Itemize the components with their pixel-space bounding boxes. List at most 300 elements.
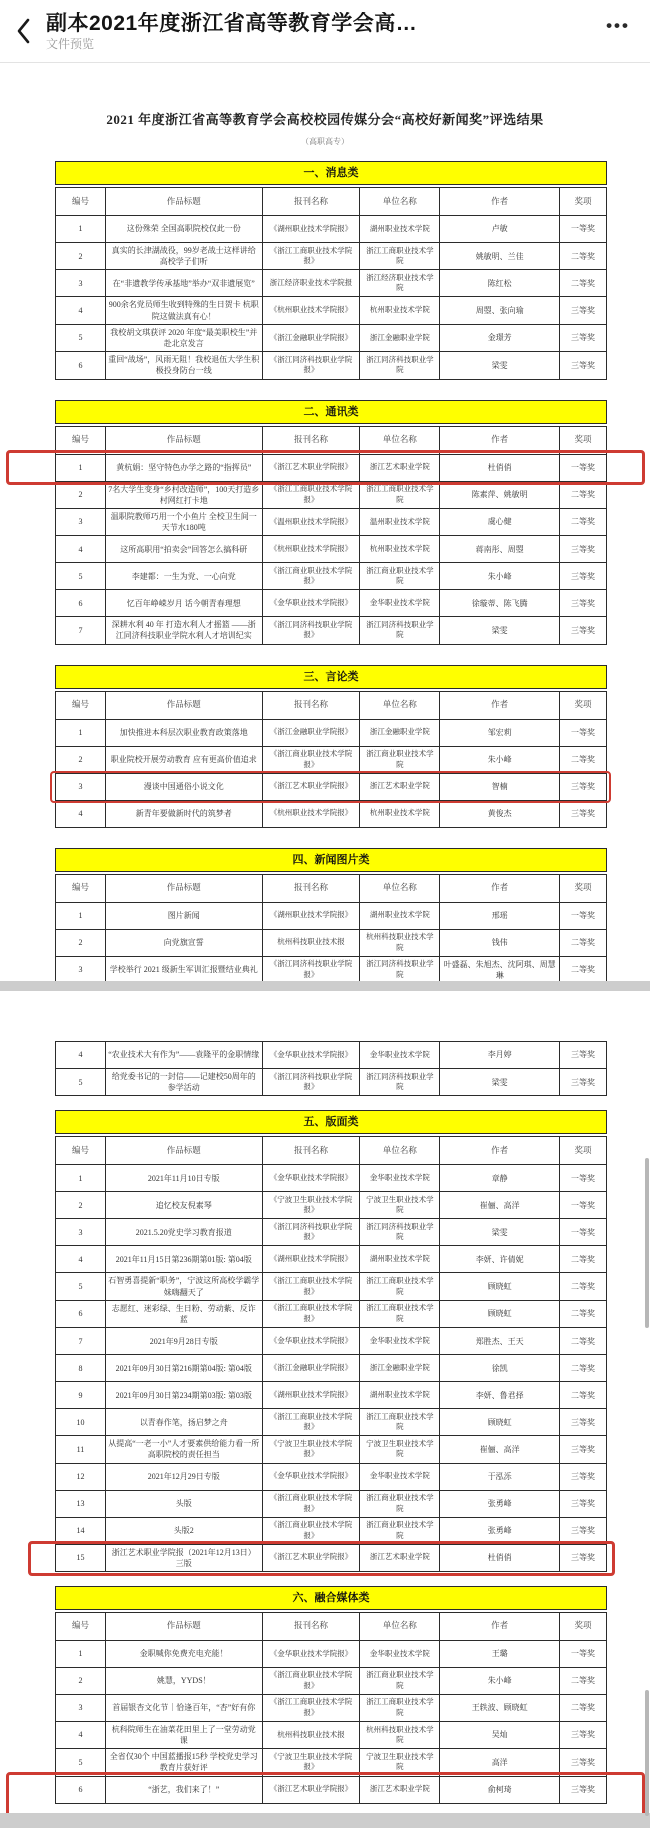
table-row <box>55 1668 607 1695</box>
table-header-row <box>55 427 607 455</box>
table-row <box>55 903 607 930</box>
table-cell: 黄杭娟：坚守特色办学之路的“指挥员” <box>106 455 263 481</box>
table-cell: 2021年11月15日第236期第01版: 第04版 <box>106 1246 263 1272</box>
table-cell: 4 <box>56 1246 106 1272</box>
column-header-cell: 单位名称 <box>360 692 440 719</box>
column-header-cell: 编号 <box>56 875 106 902</box>
table-cell: 加快推进本科层次职业教育政策落地 <box>106 720 263 746</box>
table-cell: 浙江艺术职业学院 <box>360 455 440 481</box>
section-heading: 五、版面类 <box>55 1110 607 1134</box>
column-header-cell: 作者 <box>440 875 560 902</box>
table-cell: 一等奖 <box>560 720 607 746</box>
column-header-cell: 报刊名称 <box>263 188 361 215</box>
table-row <box>55 617 607 644</box>
table-row <box>55 1382 607 1409</box>
table-cell: 浙江金融职业学院 <box>360 1355 440 1381</box>
table-cell: 漫谈中国通俗小说文化 <box>106 774 263 800</box>
table-cell: 2021.5.20党史学习教育报道 <box>106 1219 263 1245</box>
table-row <box>55 930 607 957</box>
table-cell: 2 <box>56 930 106 956</box>
table-cell: 邢瑶 <box>440 903 560 929</box>
column-header-cell: 作品标题 <box>106 875 263 902</box>
table-row <box>55 1545 607 1572</box>
table-cell: 二等奖 <box>560 930 607 956</box>
table-row <box>55 1409 607 1436</box>
table-cell: 《浙江金融职业学院报》 <box>263 1355 361 1381</box>
table-header-row <box>55 188 607 216</box>
table-cell: 二等奖 <box>560 243 607 269</box>
table-row <box>55 1464 607 1491</box>
table-cell: 深耕水利 40 年 打造水利人才摇篮 ——浙江同济科技职业学院水利人才培训纪实 <box>106 617 263 643</box>
table-cell: 浙江同济科技职业学院 <box>360 1069 440 1095</box>
table-cell: 13 <box>56 1491 106 1517</box>
table-cell: 三等奖 <box>560 1436 607 1462</box>
table-cell: 周曌、张向瑜 <box>440 297 560 323</box>
table-cell: 姚慧，YYDS！ <box>106 1668 263 1694</box>
table-cell: 浙江艺术职业学院 <box>360 774 440 800</box>
table-cell: 首届银杏文化节｜恰逢百年，“杏”好有你 <box>106 1695 263 1721</box>
table-cell: 金华职业技术学院 <box>360 1641 440 1667</box>
table-cell: 杭州科技职业技术学院 <box>360 1722 440 1748</box>
award-table <box>55 426 607 645</box>
table-cell: 三等奖 <box>560 617 607 643</box>
table-cell: 这所高职用“拍卖会”回答怎么搞科研 <box>106 536 263 562</box>
table-cell: 金璟芳 <box>440 325 560 351</box>
table-cell: 7名大学生变身“乡村改造师”，100天打造乡村网红打卡地 <box>106 482 263 508</box>
table-cell: 三等奖 <box>560 590 607 616</box>
table-cell: 《金华职业技术学院报》 <box>263 1464 361 1490</box>
table-cell: 二等奖 <box>560 957 607 981</box>
column-header-cell: 奖项 <box>560 1137 607 1164</box>
table-row <box>55 455 607 482</box>
table-cell: 《浙江同济科技职业学院报》 <box>263 957 361 981</box>
table-cell: 1 <box>56 455 106 481</box>
page-2-tables <box>0 1041 650 1804</box>
table-cell: 于泓泺 <box>440 1464 560 1490</box>
table-cell: 梁雯 <box>440 1219 560 1245</box>
table-cell: 浙江商业职业技术学院 <box>360 563 440 589</box>
table-cell: 温州职业技术学院 <box>360 509 440 535</box>
table-cell: 浙江工商职业技术学院 <box>360 1273 440 1299</box>
table-cell: 顾晓虹 <box>440 1273 560 1299</box>
table-row <box>55 1355 607 1382</box>
table-cell: 9 <box>56 1382 106 1408</box>
table-cell: 志愿红、迷彩绿、生日粉、劳动紫、反诈蓝 <box>106 1301 263 1327</box>
table-cell: 1 <box>56 1165 106 1191</box>
table-cell: 《湖州职业技术学院报》 <box>263 216 361 242</box>
table-cell: 《浙江艺术职业学院报》 <box>263 1545 361 1571</box>
table-cell: 杭州科技职业技术报 <box>263 1722 361 1748</box>
table-cell: 姚敏明、兰佳 <box>440 243 560 269</box>
table-cell: 《金华职业技术学院报》 <box>263 1042 361 1068</box>
table-row <box>55 590 607 617</box>
column-header-cell: 单位名称 <box>360 1613 440 1640</box>
column-header-cell: 作品标题 <box>106 1613 263 1640</box>
table-cell: 5 <box>56 563 106 589</box>
table-cell: 三等奖 <box>560 1749 607 1775</box>
award-table <box>55 1136 607 1572</box>
table-cell: 浙江艺术职业学院 <box>360 1777 440 1803</box>
app-bar <box>0 0 650 63</box>
document-title: 2021 年度浙江省高等教育学会高校校园传媒分会“高校好新闻奖”评选结果 <box>106 112 544 127</box>
table-cell: 浙江同济科技职业学院 <box>360 617 440 643</box>
table-cell: 11 <box>56 1436 106 1462</box>
award-table-section <box>55 161 607 380</box>
table-cell: 7 <box>56 617 106 643</box>
table-cell: 《浙江商业职业技术学院报》 <box>263 1668 361 1694</box>
table-cell: 陈素萍、姚敏明 <box>440 482 560 508</box>
scrollbar-thumb[interactable] <box>645 1690 649 1816</box>
table-cell: 浙江商业职业技术学院 <box>360 747 440 773</box>
table-cell: 三等奖 <box>560 774 607 800</box>
table-header-row <box>55 1613 607 1641</box>
table-cell: 2021年09月30日第216期第04版: 第04版 <box>106 1355 263 1381</box>
table-cell: 浙江工商职业技术学院 <box>360 1301 440 1327</box>
column-header-cell: 作者 <box>440 1137 560 1164</box>
table-cell: 王轶波、顾晓虹 <box>440 1695 560 1721</box>
table-cell: 《金华职业技术学院报》 <box>263 590 361 616</box>
table-cell: 三等奖 <box>560 1069 607 1095</box>
column-header-cell: 编号 <box>56 1613 106 1640</box>
table-cell: 1 <box>56 1641 106 1667</box>
column-header-cell: 单位名称 <box>360 1137 440 1164</box>
table-cell: 3 <box>56 774 106 800</box>
table-cell: 一等奖 <box>560 1641 607 1667</box>
table-cell: 二等奖 <box>560 482 607 508</box>
table-cell: 《浙江工商职业技术学院报》 <box>263 1695 361 1721</box>
table-cell: 2 <box>56 243 106 269</box>
table-cell: 4 <box>56 536 106 562</box>
table-cell: 李妍、鲁君择 <box>440 1382 560 1408</box>
table-cell: 三等奖 <box>560 325 607 351</box>
table-row <box>55 1069 607 1096</box>
table-cell: 张勇峰 <box>440 1518 560 1544</box>
table-cell: 《浙江工商职业技术学院报》 <box>263 1301 361 1327</box>
table-row <box>55 536 607 563</box>
table-cell: 王璐 <box>440 1641 560 1667</box>
table-cell: 二等奖 <box>560 1273 607 1299</box>
table-cell: 学校举行 2021 级新生军训汇报暨结业典礼 <box>106 957 263 981</box>
table-header-row <box>55 1137 607 1165</box>
table-cell: 《浙江工商职业技术学院报》 <box>263 482 361 508</box>
table-cell: 忆百年峥嵘岁月 话今朝青春理想 <box>106 590 263 616</box>
table-cell: 金华职业技术学院 <box>360 1328 440 1354</box>
table-cell: 一等奖 <box>560 1192 607 1218</box>
table-cell: 6 <box>56 1301 106 1327</box>
column-header-cell: 单位名称 <box>360 875 440 902</box>
table-cell: 重回“战场”，风雨无阻！我校退伍大学生积极投身防台一线 <box>106 352 263 378</box>
table-cell: 《湖州职业技术学院报》 <box>263 903 361 929</box>
table-row <box>55 1722 607 1749</box>
award-table <box>55 874 607 981</box>
table-cell: 三等奖 <box>560 1464 607 1490</box>
column-header-cell: 作者 <box>440 1613 560 1640</box>
table-cell: 高洋 <box>440 1749 560 1775</box>
table-cell: 2 <box>56 482 106 508</box>
column-header-cell: 奖项 <box>560 188 607 215</box>
table-cell: 一等奖 <box>560 1219 607 1245</box>
table-row <box>55 352 607 379</box>
table-cell: 吴灿 <box>440 1722 560 1748</box>
table-cell: 全省仅30个 中国蓝播报15秒 学校党史学习教育片获好评 <box>106 1749 263 1775</box>
table-cell: 三等奖 <box>560 1722 607 1748</box>
table-cell: 杭州科技职业技术报 <box>263 930 361 956</box>
table-cell: 三等奖 <box>560 352 607 378</box>
award-table-section <box>55 848 607 981</box>
table-cell: 5 <box>56 1273 106 1299</box>
table-cell: 2021年9月28日专版 <box>106 1328 263 1354</box>
table-cell: 二等奖 <box>560 747 607 773</box>
column-header-cell: 报刊名称 <box>263 1613 361 1640</box>
table-cell: 14 <box>56 1518 106 1544</box>
column-header-cell: 作者 <box>440 692 560 719</box>
table-cell: 三等奖 <box>560 1545 607 1571</box>
document-subtitle: （高职高专） <box>301 137 349 146</box>
award-table-section <box>55 400 607 645</box>
table-cell: 《浙江同济科技职业学院报》 <box>263 1219 361 1245</box>
table-cell: 《浙江工商职业技术学院报》 <box>263 243 361 269</box>
table-cell: 蒋南彤、周曌 <box>440 536 560 562</box>
table-cell: 崔俪、高洋 <box>440 1436 560 1462</box>
app-subtitle: 文件预览 <box>46 37 95 51</box>
table-cell: 3 <box>56 270 106 296</box>
table-cell: 杜俏俏 <box>440 1545 560 1571</box>
more-menu-button[interactable] <box>586 0 650 62</box>
table-cell: 浙江商业职业技术学院 <box>360 1491 440 1517</box>
table-cell: 杭科院师生在油菜花田里上了一堂劳动党课 <box>106 1722 263 1748</box>
column-header-cell: 报刊名称 <box>263 1137 361 1164</box>
table-cell: 朱小峰 <box>440 747 560 773</box>
section-heading: 三、言论类 <box>55 665 607 689</box>
table-cell: 浙江经济职业技术学院报 <box>263 270 361 296</box>
table-cell: 金华职业技术学院 <box>360 1464 440 1490</box>
table-cell: 3 <box>56 1219 106 1245</box>
table-cell: 我校胡文琪获评 2020 年度“最美职校生”并赴北京发言 <box>106 325 263 351</box>
column-header-cell: 编号 <box>56 427 106 454</box>
back-button[interactable] <box>0 0 46 62</box>
table-cell: 二等奖 <box>560 1328 607 1354</box>
section-heading: 一、消息类 <box>55 161 607 185</box>
table-cell: 二等奖 <box>560 1382 607 1408</box>
table-cell: 杭州职业技术学院 <box>360 536 440 562</box>
award-table <box>55 691 607 828</box>
table-cell: 一等奖 <box>560 903 607 929</box>
table-cell: 《浙江工商职业技术学院报》 <box>263 1273 361 1299</box>
column-header-cell: 编号 <box>56 692 106 719</box>
table-cell: 浙江工商职业技术学院 <box>360 482 440 508</box>
scrollbar-thumb[interactable] <box>645 1158 649 1328</box>
table-cell: 一等奖 <box>560 216 607 242</box>
table-cell: 陈红松 <box>440 270 560 296</box>
table-row <box>55 270 607 297</box>
column-header-cell: 奖项 <box>560 692 607 719</box>
table-cell: 金华职业技术学院 <box>360 1042 440 1068</box>
table-cell: 邹宏莉 <box>440 720 560 746</box>
column-header-cell: 奖项 <box>560 875 607 902</box>
table-cell: 2 <box>56 1192 106 1218</box>
table-cell: 三等奖 <box>560 1518 607 1544</box>
table-row <box>55 509 607 536</box>
table-cell: 12 <box>56 1464 106 1490</box>
section-heading: 六、融合媒体类 <box>55 1586 607 1610</box>
table-cell: 顾晓虹 <box>440 1409 560 1435</box>
column-header-cell: 作者 <box>440 427 560 454</box>
table-cell: 4 <box>56 1722 106 1748</box>
table-cell: 追忆校友倪素琴 <box>106 1192 263 1218</box>
table-cell: 7 <box>56 1328 106 1354</box>
table-cell: 《宁波卫生职业技术学院报》 <box>263 1749 361 1775</box>
table-cell: 《浙江艺术职业学院报》 <box>263 774 361 800</box>
table-cell: 《湖州职业技术学院报》 <box>263 1246 361 1272</box>
table-header-row <box>55 692 607 720</box>
table-cell: 6 <box>56 1777 106 1803</box>
table-row <box>55 801 607 828</box>
table-cell: 章静 <box>440 1165 560 1191</box>
table-row <box>55 720 607 747</box>
table-cell: 宁波卫生职业技术学院 <box>360 1436 440 1462</box>
table-cell: 俞柯琦 <box>440 1777 560 1803</box>
column-header-cell: 奖项 <box>560 427 607 454</box>
table-cell: 朱小峰 <box>440 1668 560 1694</box>
table-cell: 《温州职业技术学院报》 <box>263 509 361 535</box>
table-cell: 3 <box>56 509 106 535</box>
table-cell: 李妍、许倩妮 <box>440 1246 560 1272</box>
table-cell: 浙江商业职业技术学院 <box>360 1668 440 1694</box>
document-viewport[interactable] <box>0 63 650 1828</box>
table-cell: 郑胜杰、王天 <box>440 1328 560 1354</box>
table-cell: “浙艺，我们来了！” <box>106 1777 263 1803</box>
table-cell: 《浙江商业职业技术学院报》 <box>263 747 361 773</box>
column-header-cell: 报刊名称 <box>263 692 361 719</box>
table-cell: 黄俊杰 <box>440 801 560 827</box>
table-cell: 《浙江艺术职业学院报》 <box>263 455 361 481</box>
table-cell: 浙江同济科技职业学院 <box>360 1219 440 1245</box>
table-cell: 以青春作笔，扬启梦之舟 <box>106 1409 263 1435</box>
table-cell: 温职院教师巧用一个小鱼片 全校卫生间一天节水180吨 <box>106 509 263 535</box>
table-cell: 梁雯 <box>440 617 560 643</box>
column-header-cell: 作品标题 <box>106 427 263 454</box>
page-1-tables <box>0 161 650 981</box>
table-cell: 浙江金融职业学院 <box>360 720 440 746</box>
table-row <box>55 1749 607 1776</box>
table-cell: 《浙江金融职业学院报》 <box>263 325 361 351</box>
table-cell: 5 <box>56 1069 106 1095</box>
table-row <box>55 243 607 270</box>
table-cell: 3 <box>56 1695 106 1721</box>
table-row <box>55 1436 607 1463</box>
table-cell: 5 <box>56 325 106 351</box>
table-cell: 1 <box>56 903 106 929</box>
table-row <box>55 1192 607 1219</box>
column-header-cell: 报刊名称 <box>263 875 361 902</box>
column-header-cell: 作品标题 <box>106 692 263 719</box>
table-cell: 900余名党员师生收到特殊的生日贺卡 杭职院这做法真有心！ <box>106 297 263 323</box>
table-cell: 3 <box>56 957 106 981</box>
table-cell: 2 <box>56 747 106 773</box>
table-row <box>55 1518 607 1545</box>
document-page-2 <box>0 991 650 1813</box>
table-cell: 1 <box>56 720 106 746</box>
table-cell: 浙江工商职业技术学院 <box>360 1695 440 1721</box>
table-cell: 湖州职业技术学院 <box>360 1246 440 1272</box>
table-row <box>55 957 607 981</box>
table-cell: 三等奖 <box>560 801 607 827</box>
table-cell: 三等奖 <box>560 1042 607 1068</box>
table-cell: 金华职业技术学院 <box>360 1165 440 1191</box>
table-cell: 二等奖 <box>560 1668 607 1694</box>
table-cell: 湖州职业技术学院 <box>360 1382 440 1408</box>
table-cell: 二等奖 <box>560 1301 607 1327</box>
table-cell: 智楠 <box>440 774 560 800</box>
table-cell: 浙江艺术职业学院报（2021年12月13日）三版 <box>106 1545 263 1571</box>
table-cell: 《湖州职业技术学院报》 <box>263 1382 361 1408</box>
table-cell: 浙江工商职业技术学院 <box>360 1409 440 1435</box>
table-cell: 《杭州职业技术学院报》 <box>263 297 361 323</box>
table-cell: 三等奖 <box>560 1777 607 1803</box>
table-row <box>55 1641 607 1668</box>
table-cell: 浙江商业职业技术学院 <box>360 1518 440 1544</box>
table-row <box>55 1246 607 1273</box>
table-cell: 浙江金融职业学院 <box>360 325 440 351</box>
page-separator <box>0 981 650 991</box>
award-table-section <box>55 665 607 828</box>
table-cell: 三等奖 <box>560 1491 607 1517</box>
table-row <box>55 482 607 509</box>
table-cell: 《金华职业技术学院报》 <box>263 1328 361 1354</box>
table-cell: 《浙江商业职业技术学院报》 <box>263 1491 361 1517</box>
table-row <box>55 1328 607 1355</box>
table-cell: 《浙江商业职业技术学院报》 <box>263 1518 361 1544</box>
table-cell: 2021年12月29日专版 <box>106 1464 263 1490</box>
chevron-left-icon <box>16 18 30 44</box>
table-cell: 三等奖 <box>560 536 607 562</box>
table-cell: 4 <box>56 297 106 323</box>
award-table-section <box>55 1110 607 1572</box>
table-cell: 湖州职业技术学院 <box>360 903 440 929</box>
table-cell: 徐凯 <box>440 1355 560 1381</box>
table-cell: 《金华职业技术学院报》 <box>263 1165 361 1191</box>
table-cell: 三等奖 <box>560 1409 607 1435</box>
table-cell: 梁雯 <box>440 352 560 378</box>
table-cell: 李建都：一生为党、一心向党 <box>106 563 263 589</box>
table-cell: 浙江经济职业技术学院 <box>360 270 440 296</box>
table-cell: 图片新闻 <box>106 903 263 929</box>
table-row <box>55 216 607 243</box>
table-row <box>55 1777 607 1804</box>
table-cell: 头版2 <box>106 1518 263 1544</box>
column-header-cell: 单位名称 <box>360 427 440 454</box>
table-cell: 梁雯 <box>440 1069 560 1095</box>
table-cell: 浙江艺术职业学院 <box>360 1545 440 1571</box>
table-cell: 湖州职业技术学院 <box>360 216 440 242</box>
column-header-cell: 作者 <box>440 188 560 215</box>
table-cell: 新青年要做新时代的筑梦者 <box>106 801 263 827</box>
award-table-section <box>55 1586 607 1804</box>
table-cell: 在“非遗教学传承基地”举办“双非遗展览” <box>106 270 263 296</box>
table-cell: 金职喊你免费充电充能！ <box>106 1641 263 1667</box>
table-cell: 浙江同济科技职业学院 <box>360 352 440 378</box>
table-cell: 宁波卫生职业技术学院 <box>360 1749 440 1775</box>
table-cell: 《杭州职业技术学院报》 <box>263 801 361 827</box>
column-header-cell: 编号 <box>56 1137 106 1164</box>
table-row <box>55 1219 607 1246</box>
app-bar-titles <box>46 10 586 52</box>
table-cell: 一等奖 <box>560 455 607 481</box>
column-header-cell: 作品标题 <box>106 1137 263 1164</box>
table-cell: 从提高“一老一小”人才要素供给能力看一所高职院校的责任担当 <box>106 1436 263 1462</box>
table-cell: 职业院校开展劳动教育 应有更高价值追求 <box>106 747 263 773</box>
table-cell: 杭州职业技术学院 <box>360 801 440 827</box>
